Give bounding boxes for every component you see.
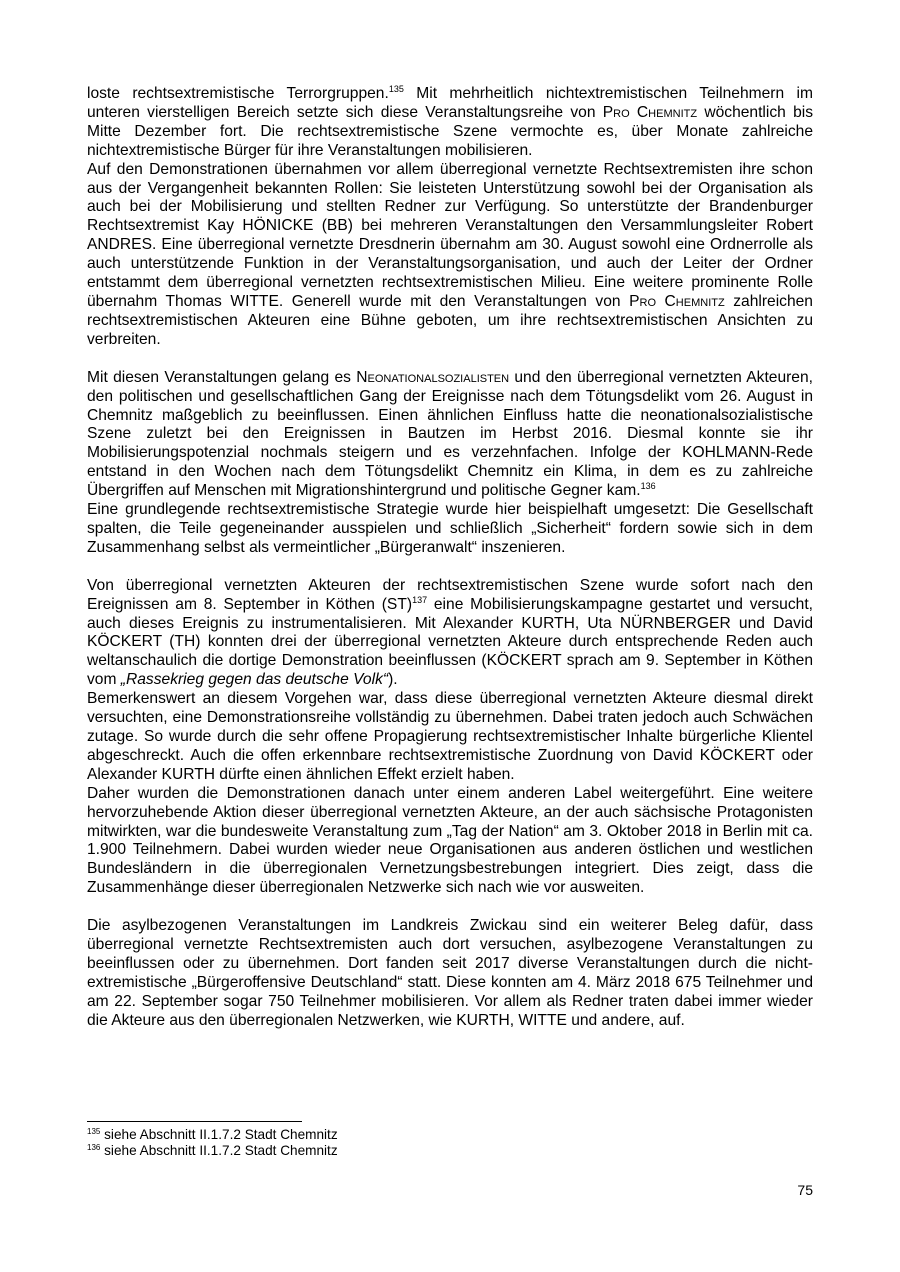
organization-name: Pro Chemnitz	[629, 292, 725, 310]
paragraph	[87, 785, 813, 898]
paragraph-gap	[87, 558, 813, 577]
text-run: Die asylbezogenen Veranstaltungen im Landkreis Zwickau sind ein weiterer Beleg dafür, dass überregional vernetzte Rechtsextremisten auch dort versuchen, asylbezogene Veranstaltungen zu beeinflussen oder zu übernehmen. Dort fanden seit 2017 diverse Veranstaltungen durch die nichtextremistische „Bürgeroffensive Deutschland“ statt. Diese konnten am 4. März 2018 675 Teilnehmer und am 22. September sogar 750 Teilnehmer mobilisieren. Vor allem als Redner traten dabei immer wieder die Akteure aus den überregionalen Netzwerken, wie KURTH, WITTE und andere, auf.	[87, 917, 813, 1029]
organization-name: Pro Chemnitz	[602, 103, 698, 121]
organization-name: Neonationalsozialisten	[356, 368, 510, 386]
text-run: eine Mobilisierungskampagne gestartet und versucht, auch dieses Ereignis zu instrumentalisieren. Mit Alexander KURTH, Uta NÜRNBERGER und David KÖCKERT (TH) konnten drei der überregional vernetzten Akteure durch entsprechende Reden auch weltanschaulich die dortige Demonstration beeinflussen (KÖCKERT sprach am 9. September in Köthen vom	[87, 595, 813, 689]
text-run: wöchentlich bis Mitte Dezember fort. Die rechtsextremistische Szene vermochte es, über Monate zahlreiche nichtextremistische Bürger für ihre Veranstaltungen mobilisieren.	[87, 103, 814, 159]
paragraph	[87, 369, 813, 501]
paragraph	[87, 690, 813, 785]
paragraph-gap	[87, 898, 813, 917]
footnote-text: siehe Abschnitt II.1.7.2 Stadt Chemnitz	[100, 1143, 338, 1158]
footnote-separator	[87, 1121, 302, 1122]
paragraph	[87, 501, 813, 558]
text-run: Mit mehrheitlich nichtextremistischen Teilnehmern im unteren vierstelligen Bereich setzte sich diese Veranstaltungsreihe von	[87, 85, 813, 121]
text-run: ).	[388, 671, 398, 689]
text-run: Von überregional vernetzten Akteuren der rechtsextremistischen Szene wurde sofort nach den Ereignissen am 8. September in Köthen (ST)	[87, 576, 813, 613]
footnote-136	[87, 1143, 813, 1159]
footnote-reference: 135	[388, 84, 404, 94]
footnote-text: siehe Abschnitt II.1.7.2 Stadt Chemnitz	[100, 1127, 338, 1142]
footnote-number: 136	[87, 1143, 101, 1152]
paragraph	[87, 917, 813, 1030]
footnote-135	[87, 1127, 813, 1143]
footnote-reference: 136	[640, 481, 656, 492]
footnote-number: 135	[87, 1127, 101, 1136]
text-run: Auf den Demonstrationen übernahmen vor allem überregional vernetzte Rechtsextremisten ihre schon aus der Vergangenheit bekannten Rollen: Sie leisteten Unterstützung sowohl bei der Organisation als auch bei der Mobilisierung und stellten Redner zur Verfügung. So unterstützte der Brandenburger Rechtsextremist Kay HÖNICKE (BB) bei mehreren Veranstaltungen den Versammlungsleiter Robert ANDRES. Eine überregional vernetzte Dresdnerin übernahm am 30. August sowohl eine Ordnerrolle als auch unterstützende Funktion in der Veranstaltungsorganisation, und auch der Leiter der Ordner entstammt dem überregional vernetzten rechtsextremistischen Milieu. Eine weitere prominente Rolle übernahm Thomas WITTE. Generell wurde mit den Veranstaltungen von	[87, 160, 813, 310]
footnotes	[87, 1121, 813, 1159]
paragraph-gap	[87, 350, 813, 369]
text-run: Daher wurden die Demonstrationen danach unter einem anderen Label weitergeführt. Eine weitere hervorzuhebende Aktion dieser überregional vernetzten Akteure, an der auch sächsische Protagonisten mitwirkten, war die bundesweite Veranstaltung zum „Tag der Nation“ am 3. Oktober 2018 in Berlin mit ca. 1.900 Teilnehmern. Dabei wurden wieder neue Organisationen aus anderen östlichen und westlichen Bundesländern in die überregionalen Vernetzungsbestrebungen integriert. Dies zeigt, dass die Zusammenhänge dieser überregionalen Netzwerke sich nach wie vor ausweiten.	[87, 784, 813, 897]
paragraph	[87, 577, 813, 690]
quote-text: „Rassekrieg gegen das deutsche Volk“	[120, 671, 389, 689]
text-run: Mit diesen Veranstaltungen gelang es	[87, 368, 357, 386]
text-run: loste rechtsextremistische Terrorgruppen.	[87, 85, 389, 102]
body-text	[87, 85, 813, 1031]
text-run: zahlreichen rechtsextremistischen Akteuren eine Bühne geboten, um ihre rechtsextremistischen Ansichten zu verbreiten.	[87, 292, 813, 348]
footnote-reference: 137	[412, 594, 428, 605]
text-run: und den überregional vernetzten Akteuren, den politischen und gesellschaftlichen Gang der Ereignisse nach dem Tötungsdelikt vom 26. August in Chemnitz maßgeblich zu beeinflussen. Einen ähnlichen Einfluss hatte die neonationalsozialistische Szene zuletzt bei den Ereignissen in Bautzen im Herbst 2016. Diesmal konnte sie ihr Mobilisierungspotenzial nochmals steigern und es verzehnfachen. Infolge der KOHLMANN-Rede entstand in den Wochen nach dem Tötungsdelikt Chemnitz ein Klima, in dem es zu zahlreiche Übergriffen auf Menschen mit Migrationshintergrund und politische Gegner kam.	[87, 368, 813, 500]
text-run: Bemerkenswert an diesem Vorgehen war, dass diese überregional vernetzten Akteure diesmal direkt versuchten, eine Demonstrationsreihe vollständig zu übernehmen. Dabei traten jedoch auch Schwächen zutage. So wurde durch die sehr offene Propagierung rechtsextremistischer Inhalte bürgerliche Klientel abgeschreckt. Auch die offen erkennbare rechtsextremistische Zuordnung von David KÖCKERT oder Alexander KURTH dürfte einen ähnlichen Effekt erzielt haben.	[87, 690, 813, 783]
paragraph	[87, 161, 813, 350]
paragraph	[87, 85, 813, 161]
text-run: Eine grundlegende rechtsextremistische Strategie wurde hier beispielhaft umgesetzt: Die Gesellschaft spalten, die Teile gegeneinander ausspielen und schließlich „Sicherheit“ fordern sowie sich in dem Zusammenhang selbst als vermeintlicher „Bürgeranwalt“ inszenieren.	[87, 501, 813, 556]
page-number: 75	[797, 1182, 813, 1198]
